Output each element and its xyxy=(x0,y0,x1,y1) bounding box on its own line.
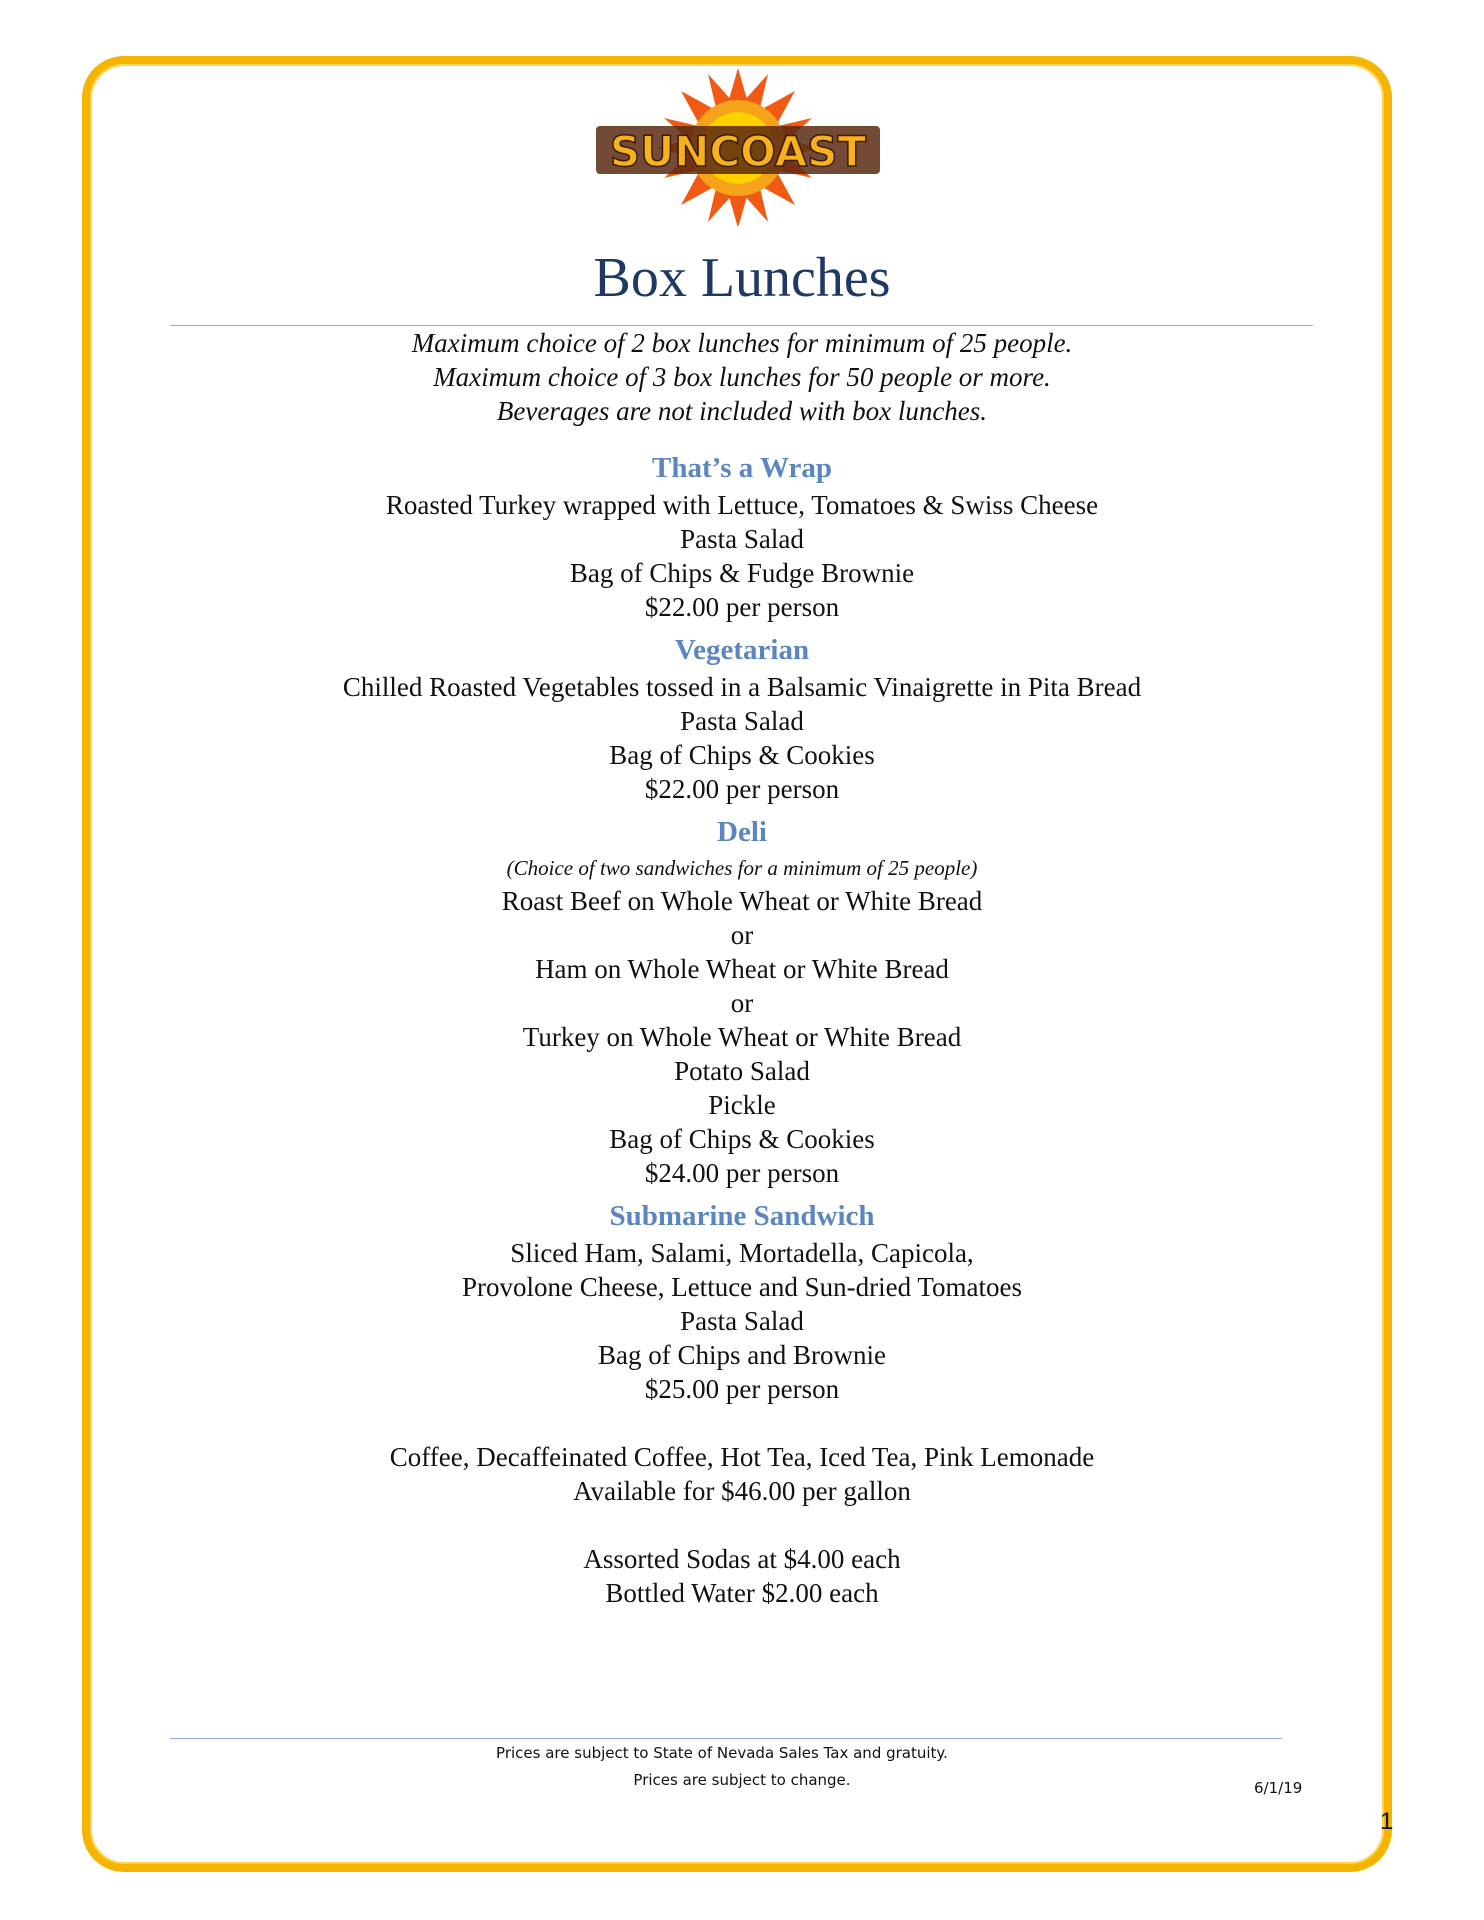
menu-line: Bag of Chips & Cookies xyxy=(609,740,875,770)
menu-line: Pasta Salad xyxy=(680,524,804,554)
menu-line: Bag of Chips & Fudge Brownie xyxy=(569,558,915,588)
menu-line: Pasta Salad xyxy=(680,1306,804,1336)
suncoast-logo xyxy=(588,66,888,226)
section-heading: That’s a Wrap xyxy=(652,452,832,484)
footer-divider xyxy=(170,1738,1282,1739)
menu-line: Bag of Chips and Brownie xyxy=(598,1340,886,1370)
menu-section-vegetarian xyxy=(0,630,1484,806)
beverage-line: Available for $46.00 per gallon xyxy=(573,1476,911,1506)
menu-section-deli xyxy=(0,812,1484,1190)
section-heading: Submarine Sandwich xyxy=(609,1200,875,1232)
menu-line: Potato Salad xyxy=(674,1056,810,1086)
footer-tax-note: Prices are subject to State of Nevada Sales Tax and gratuity. xyxy=(496,1744,948,1762)
menu-line: Roasted Turkey wrapped with Lettuce, Tomatoes & Swiss Cheese xyxy=(385,490,1099,520)
beverage-line: Coffee, Decaffeinated Coffee, Hot Tea, Iced Tea, Pink Lemonade xyxy=(389,1442,1095,1472)
menu-line: Sliced Ham, Salami, Mortadella, Capicola, xyxy=(510,1238,974,1268)
section-heading: Vegetarian xyxy=(674,634,810,666)
menu-line: Turkey on Whole Wheat or White Bread xyxy=(522,1022,962,1052)
menu-line: Pasta Salad xyxy=(680,706,804,736)
footer-date: 6/1/19 xyxy=(1254,1779,1303,1797)
beverage-line: Assorted Sodas at $4.00 each xyxy=(583,1544,901,1574)
menu-line: or xyxy=(730,920,754,950)
svg-text:SUNCOAST: SUNCOAST xyxy=(609,127,867,176)
price-line: $24.00 per person xyxy=(644,1158,840,1188)
section-heading: Deli xyxy=(717,816,767,848)
menu-section-submarine xyxy=(0,1196,1484,1406)
page-number: 1 xyxy=(1380,1808,1394,1835)
price-line: $22.00 per person xyxy=(644,592,840,622)
menu-section-wrap xyxy=(0,448,1484,624)
menu-line: Roast Beef on Whole Wheat or White Bread xyxy=(501,886,983,916)
intro-notes xyxy=(0,326,1484,428)
menu-line: or xyxy=(730,988,754,1018)
menu-line: Bag of Chips & Cookies xyxy=(609,1124,875,1154)
price-line: $22.00 per person xyxy=(644,774,840,804)
menu-line: Provolone Cheese, Lettuce and Sun-dried Tomatoes xyxy=(462,1272,1022,1302)
footer-change-note: Prices are subject to change. xyxy=(633,1771,851,1789)
menu-line: Chilled Roasted Vegetables tossed in a Balsamic Vinaigrette in Pita Bread xyxy=(342,672,1142,702)
beverage-line: Bottled Water $2.00 each xyxy=(605,1578,879,1608)
intro-line: Maximum choice of 2 box lunches for minimum of 25 people. xyxy=(411,328,1073,358)
menu-line: Ham on Whole Wheat or White Bread xyxy=(535,954,949,984)
page-title: Box Lunches xyxy=(593,247,891,309)
price-line: $25.00 per person xyxy=(644,1374,840,1404)
menu-line: Pickle xyxy=(708,1090,776,1120)
menu-content xyxy=(0,448,1484,1610)
intro-line: Beverages are not included with box lunches. xyxy=(496,396,988,426)
section-note: (Choice of two sandwiches for a minimum of 25 people) xyxy=(506,856,978,880)
beverages xyxy=(0,1440,1484,1610)
intro-line: Maximum choice of 3 box lunches for 50 people or more. xyxy=(433,362,1051,392)
